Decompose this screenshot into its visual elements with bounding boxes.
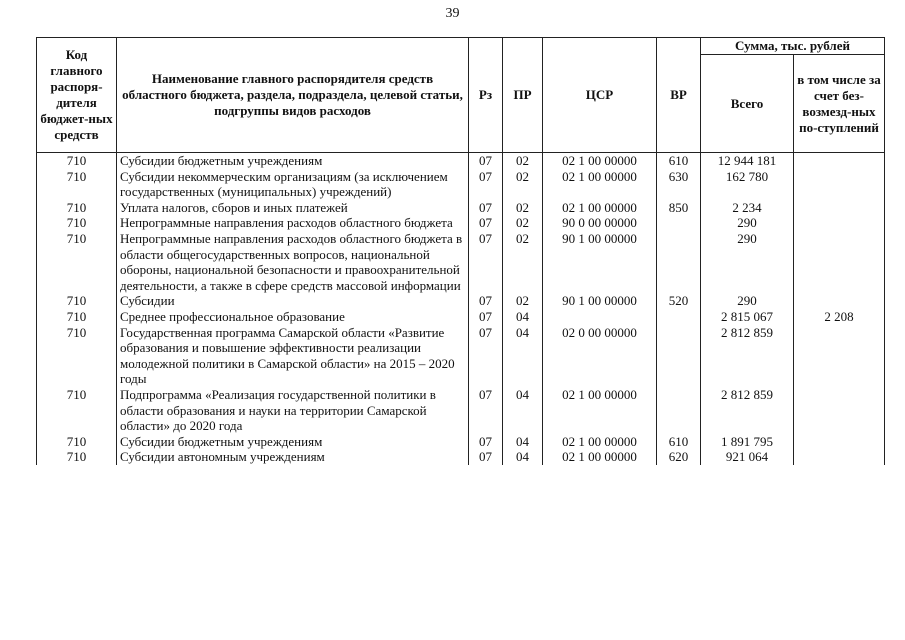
cell-pr: 02 [503,169,543,200]
cell-code: 710 [37,449,117,465]
cell-code: 710 [37,325,117,387]
table-row [37,387,885,434]
header-rz: Рз [469,38,503,153]
cell-csr: 02 1 00 00000 [543,449,657,465]
cell-name: Уплата налогов, сборов и иных платежей [117,200,469,216]
cell-code: 710 [37,309,117,325]
table-row [37,325,885,387]
cell-name: Непрограммные направления расходов областного бюджета [117,215,469,231]
cell-total: 2 815 067 [701,309,794,325]
cell-rz: 07 [469,231,503,293]
cell-vr: 620 [657,449,701,465]
cell-total: 290 [701,293,794,309]
table-row [37,215,885,231]
table-row [37,449,885,465]
cell-gratis [794,387,885,434]
cell-name: Непрограммные направления расходов областного бюджета в области общегосударственных вопросов, национальной обороны, национальной безопасности и правоохранительной деятельности, а также в сфере средств массовой информации [117,231,469,293]
page-number: 39 [445,6,460,21]
table-row [37,169,885,200]
cell-pr: 04 [503,387,543,434]
cell-code: 710 [37,387,117,434]
cell-total: 2 234 [701,200,794,216]
cell-csr [543,309,657,325]
cell-name: Государственная программа Самарской области «Развитие образования и повышение эффективности реализации молодежной политики в Самарской области» на 2015 – 2020 годы [117,325,469,387]
cell-total: 290 [701,231,794,293]
cell-rz: 07 [469,387,503,434]
cell-gratis [794,293,885,309]
cell-name: Субсидии [117,293,469,309]
table-row [37,231,885,293]
cell-code: 710 [37,153,117,169]
cell-csr: 02 0 00 00000 [543,325,657,387]
cell-total: 2 812 859 [701,325,794,387]
cell-total: 2 812 859 [701,387,794,434]
cell-gratis [794,449,885,465]
cell-csr: 90 0 00 00000 [543,215,657,231]
cell-vr [657,387,701,434]
cell-vr: 520 [657,293,701,309]
table-row [37,309,885,325]
cell-pr: 02 [503,293,543,309]
cell-name: Подпрограмма «Реализация государственной политики в области образования и науки на территории Самарской области» до 2020 года [117,387,469,434]
cell-rz: 07 [469,153,503,169]
cell-csr: 02 1 00 00000 [543,434,657,450]
cell-rz: 07 [469,449,503,465]
cell-total: 290 [701,215,794,231]
cell-pr: 02 [503,231,543,293]
cell-name: Среднее профессиональное образование [117,309,469,325]
cell-csr: 90 1 00 00000 [543,231,657,293]
cell-rz: 07 [469,434,503,450]
cell-total: 921 064 [701,449,794,465]
cell-csr: 02 1 00 00000 [543,200,657,216]
cell-gratis [794,231,885,293]
cell-code: 710 [37,169,117,200]
cell-name: Субсидии бюджетным учреждениям [117,153,469,169]
cell-pr: 02 [503,215,543,231]
cell-pr: 02 [503,153,543,169]
cell-code: 710 [37,200,117,216]
cell-gratis [794,153,885,169]
header-gratis: в том числе за счет без-возмезд-ных по-ступлений [794,55,885,153]
cell-pr: 04 [503,449,543,465]
cell-gratis [794,434,885,450]
cell-name: Субсидии бюджетным учреждениям [117,434,469,450]
cell-vr [657,325,701,387]
cell-name: Субсидии некоммерческим организациям (за исключением государственных (муниципальных) учреждений) [117,169,469,200]
table-header [37,38,885,153]
header-csr: ЦСР [543,38,657,153]
cell-total: 1 891 795 [701,434,794,450]
cell-vr: 850 [657,200,701,216]
table-row [37,293,885,309]
header-pr: ПР [503,38,543,153]
cell-vr [657,309,701,325]
cell-csr: 02 1 00 00000 [543,387,657,434]
cell-rz: 07 [469,169,503,200]
cell-vr: 610 [657,153,701,169]
table-row [37,434,885,450]
table-row [37,200,885,216]
cell-pr: 04 [503,309,543,325]
cell-csr: 90 1 00 00000 [543,293,657,309]
cell-gratis [794,200,885,216]
cell-vr [657,215,701,231]
cell-name: Субсидии автономным учреждениям [117,449,469,465]
cell-csr: 02 1 00 00000 [543,169,657,200]
header-vr: ВР [657,38,701,153]
cell-rz: 07 [469,293,503,309]
cell-gratis: 2 208 [794,309,885,325]
table-body [37,153,885,465]
cell-gratis [794,169,885,200]
cell-gratis [794,325,885,387]
cell-total: 162 780 [701,169,794,200]
cell-rz: 07 [469,215,503,231]
table-row [37,153,885,169]
cell-code: 710 [37,215,117,231]
cell-vr [657,231,701,293]
cell-pr: 04 [503,325,543,387]
header-sum: Сумма, тыс. рублей [701,38,885,55]
cell-csr: 02 1 00 00000 [543,153,657,169]
budget-table [36,37,885,465]
cell-vr: 610 [657,434,701,450]
header-code: Код главного распоря-дителя бюджет-ных средств [37,38,117,153]
header-name: Наименование главного распорядителя средств областного бюджета, раздела, подраздела, целевой статьи, подгруппы видов расходов [117,38,469,153]
cell-gratis [794,215,885,231]
cell-total: 12 944 181 [701,153,794,169]
cell-rz: 07 [469,200,503,216]
cell-code: 710 [37,434,117,450]
header-total: Всего [701,55,794,153]
cell-pr: 04 [503,434,543,450]
cell-rz: 07 [469,325,503,387]
cell-rz: 07 [469,309,503,325]
cell-code: 710 [37,231,117,293]
cell-pr: 02 [503,200,543,216]
cell-code: 710 [37,293,117,309]
cell-vr: 630 [657,169,701,200]
